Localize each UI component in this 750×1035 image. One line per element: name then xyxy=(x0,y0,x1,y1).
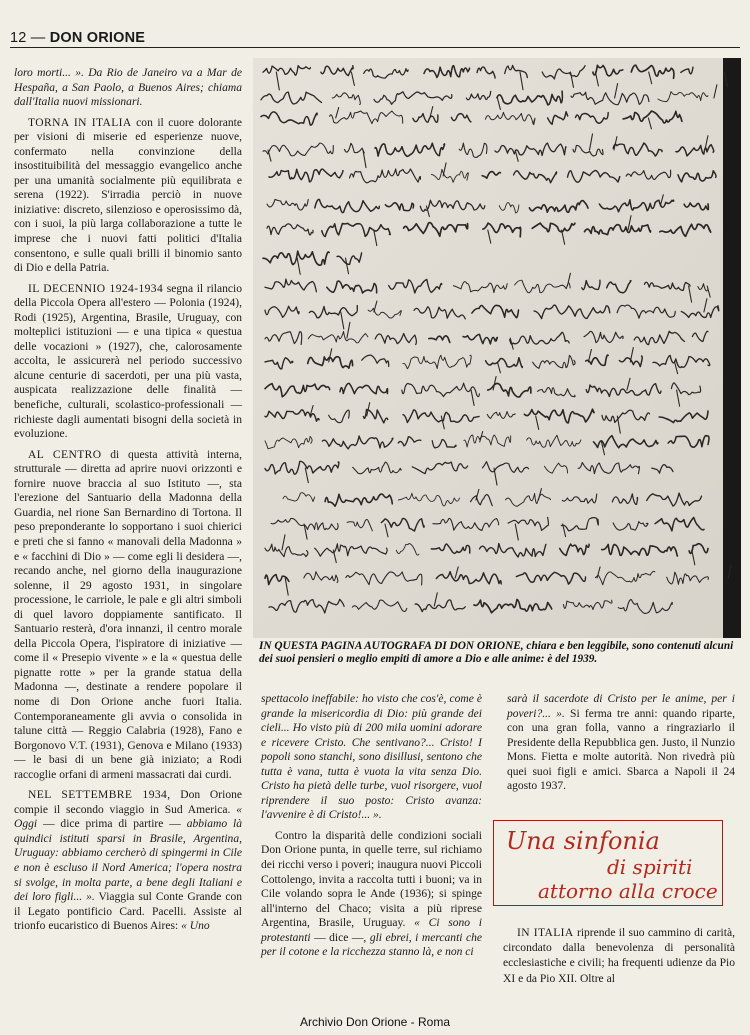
paragraph xyxy=(503,926,735,987)
paragraph xyxy=(14,116,242,276)
paragraph-lead: IL DECENNIO 1924-1934 xyxy=(28,282,164,295)
paragraph-text: Contro la disparità delle condizioni sociali Don Orione punta, in quelle terre, sul richiamo dei ricchi verso i poveri; inaugura nuovi Piccoli Cottolengo, invita a raccolta tutti i buoni; va in Cile volando sopra le Ande (1936); si spinge all'interno del Chaco; visita a più riprese Argentina, Brasile, Uruguay. xyxy=(261,829,482,930)
paragraph-text: Don Orione compie il secondo viaggio in Sud America. xyxy=(14,789,242,816)
paragraph xyxy=(14,282,242,442)
paragraph xyxy=(261,692,482,823)
paragraph-text: — dice prima di partire — xyxy=(37,818,187,831)
paragraph-text: di questa attività interna, strutturale — diretta ad aprire nuovi orizzonti e fornire nuove braccia al suo Istituto —, sta l'erezione del Santuario della Madonna della Guardia, nel rione San Bernardino di Tortona. Il peso preponderante lo sopportano i suoi chierici e preti che si fanno « manovali della Madonna » e « facchini di Dio » — come egli li desidera —, recando anche, nel giorno della inaugurazione solenne, il 29 agosto 1931, in singolare processione, le carriole, le pale e gli altri simboli di quel lavoro doppiamente santificato. Il Santuario resterà, d'ora innanzi, il centro morale della Piccola Opera, l'ispiratore di iniziative — come il « Presepio vivente » e la « questua delle pignatte rotte » per la grande statua della Madonna —, destinate a rendere popolare il nome di Don Orione anche fuori Italia. Contemporaneamente gli avvia o consolida in talune città — Reggio Calabria (1928), Fano e Borgonovo V.T. (1931), Genova e Milano (1933) — le basi di un bene già iniziato; a Rodi raccoglie orfani di armeni massacrati dai curdi. xyxy=(14,448,243,781)
section-title-line: Una sinfonia xyxy=(506,827,660,855)
paragraph-text: Si ferma tre anni: quando riparte, con una gran folla, vanno a ringraziarlo il Presidente della Repubblica gen. Justo, il Nunzio Mons. Fietta e molte autorità. Non rivedrà più quei suoi figli e amici. Sbarca a Napoli il 24 agosto 1937. xyxy=(507,707,735,793)
column-right-lower xyxy=(503,926,735,987)
quote-text: gli ebrei, i mercanti che per il cotone e la ricchezza stanno là, e non ci xyxy=(261,931,482,959)
section-title-line: attorno alla croce xyxy=(538,879,718,903)
quote-text: sarà il sacerdote di Cristo per le anime, per i poveri?... ». xyxy=(507,693,735,720)
quote-text: « Uno xyxy=(181,920,210,933)
paragraph xyxy=(507,692,735,794)
quote-text: spettacolo ineffabile: ho visto che cos'è, come è grande la misericordia di Dio: più grande dei cieli... Ho visto più di 200 mila uomini adorare e ricevere Cristo. Che sentivano?... Cristo! I popoli sono stanchi, sono disillusi, sentono che tutta è vana, tutta è vuota la vita senza Dio. Cristo ha pietà delle turbe, vuol risorgere, vuol riprendere il suo posto: Cristo avanza: l'avvenire è di Cristo!... ». xyxy=(261,693,482,822)
paragraph xyxy=(14,448,242,783)
paragraph-lead: NEL SETTEMBRE 1934, xyxy=(28,789,171,802)
paragraph-lead: TORNA IN ITALIA xyxy=(28,116,132,129)
manuscript-photo xyxy=(253,58,741,638)
paragraph xyxy=(261,829,482,960)
paragraph-text: segna il rilancio della Piccola Opera all'estero — Polonia (1924), Rodi (1925), Argentina, Brasile, Uruguay, con molteplici istituzioni — e una tipica « questua delle vocazioni » (1927), che, calorosamente accolta, le assicurerà nel periodo successivo alcune centurie di sacerdoti, per una più vasta, auspicata realizzazione delle finalità — benefiche, culturali, scolastico-professionali — richieste dagli aumentati bisogni della società in evoluzione. xyxy=(14,282,242,441)
paragraph-text: riprende il suo cammino di carità, circondato dalla benevolenza di personalità ecclesiastiche e civili; ha frequenti udienze da Pio XI e da Pio XII. Oltre al xyxy=(503,927,735,985)
paragraph-lead: AL CENTRO xyxy=(28,448,102,461)
paragraph-text: — dice —, xyxy=(310,931,370,944)
archive-footer: Archivio Don Orione - Roma xyxy=(299,1015,451,1029)
quote-text: « Ci sono i protestanti xyxy=(261,917,482,944)
quote-text: abbiamo là quindici istituti sparsi in Brasile, Argentina, Uruguay: abbiamo cercherò di spingermi in Cile e non è escluso il Nord America; l'opera nostra si svolge, in molta parte, a bene degli Italiani e dei loro figli... ». xyxy=(14,818,242,904)
quote-text: « Oggi xyxy=(14,803,242,831)
handwriting-image xyxy=(253,58,741,638)
section-title-line: di spiriti xyxy=(607,855,693,879)
paragraph xyxy=(14,788,242,933)
section-title-box xyxy=(493,820,723,906)
running-head xyxy=(10,30,145,46)
photo-caption: IN QUESTA PAGINA AUTOGRAFA DI DON ORIONE, chiara e ben leggibile, sono contenuti alcuni dei suoi pensieri o meglio empiti di amore a Dio e alle anime: è del 1939. xyxy=(259,640,734,666)
paragraph-lead: IN ITALIA xyxy=(517,927,574,939)
column-right xyxy=(507,692,735,800)
paragraph-text: con il cuore dolorante per visioni di miserie ed esperienze nuove, confermato nella convinzione della insostituibilità del messaggio evangelico anche per una umanità socialmente più equilibrata e serena (1922). S'irradia perciò in nuove iniziative: discreto, silenzioso e operosissimo dà, con i suoi, la più larga collaborazione a tutte le imprese che i nuovi fatti politici d'Italia consentono, e sulle quali brilli il binomio santo di Dio e della Patria. xyxy=(14,116,243,275)
paragraph-text: loro morti... ». Da Rio de Janeiro va a Mar de Hespaña, a San Paolo, a Buenos Aires; chiama dall'Italia nuovi missionari. xyxy=(14,67,242,109)
section-title: DON ORIONE xyxy=(49,30,146,46)
paragraph-text: Viaggia sul Conte Grande con il Legato pontificio Card. Pacelli. Assiste al trionfo eucaristico di Buenos Aires: xyxy=(14,891,243,933)
page-number: 12 xyxy=(10,30,27,46)
column-left xyxy=(14,66,242,940)
paragraph xyxy=(14,66,242,110)
column-middle xyxy=(261,692,482,966)
header-rule xyxy=(10,47,740,48)
head-separator: — xyxy=(30,30,46,46)
